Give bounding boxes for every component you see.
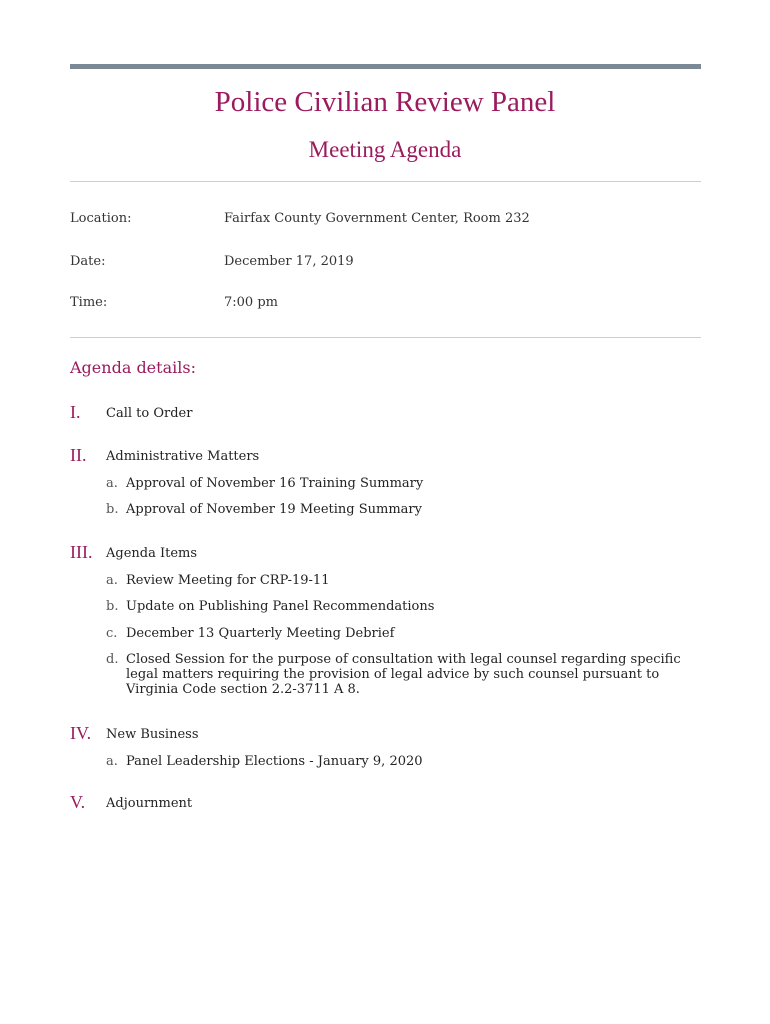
agenda-item-numeral: III.: [70, 542, 93, 562]
subitem-text: Approval of November 16 Training Summary: [126, 476, 424, 491]
agenda-item-title: Adjournment: [106, 796, 193, 811]
subitem-text: Approval of November 19 Meeting Summary: [126, 502, 422, 517]
subitem-letter: a.: [106, 754, 118, 769]
subitem-text: Closed Session for the purpose of consultation with legal counsel regarding specific legal matters requiring the provision of legal advice by such counsel pursuant to Virginia Code section 2.2-3711 A 8.: [126, 652, 681, 697]
subitem-text: Panel Leadership Elections - January 9, 2020: [126, 754, 423, 769]
time-label: Time:: [70, 295, 108, 310]
document-subtitle: Meeting Agenda: [308, 137, 462, 162]
date-value: December 17, 2019: [224, 254, 354, 269]
agenda-heading: Agenda details:: [70, 358, 196, 377]
subitem-letter: d.: [106, 652, 119, 667]
agenda-item-numeral: I.: [70, 402, 81, 422]
time-value: 7:00 pm: [224, 295, 278, 310]
agenda-item-title: Call to Order: [106, 406, 193, 421]
subitem-text: December 13 Quarterly Meeting Debrief: [126, 626, 395, 641]
subitem-letter: b.: [106, 599, 119, 614]
location-label: Location:: [70, 211, 132, 226]
date-label: Date:: [70, 254, 106, 269]
subitem-letter: b.: [106, 502, 119, 517]
meta-divider: [70, 337, 701, 338]
subitem-letter: c.: [106, 626, 118, 641]
top-divider-bar: [70, 64, 701, 69]
subitem-letter: a.: [106, 573, 118, 588]
agenda-item-numeral: IV.: [70, 723, 92, 743]
subitem-text: Review Meeting for CRP-19-11: [126, 573, 330, 588]
subitem-text: Update on Publishing Panel Recommendations: [126, 599, 435, 614]
agenda-item-numeral: II.: [70, 445, 87, 465]
agenda-item-title: New Business: [106, 727, 199, 742]
header-divider: [70, 181, 701, 182]
agenda-item-numeral: V.: [70, 792, 86, 812]
document-title: Police Civilian Review Panel: [214, 86, 556, 118]
location-value: Fairfax County Government Center, Room 232: [224, 211, 530, 226]
agenda-item-title: Administrative Matters: [106, 449, 260, 464]
agenda-item-title: Agenda Items: [106, 546, 198, 561]
subitem-letter: a.: [106, 476, 118, 491]
